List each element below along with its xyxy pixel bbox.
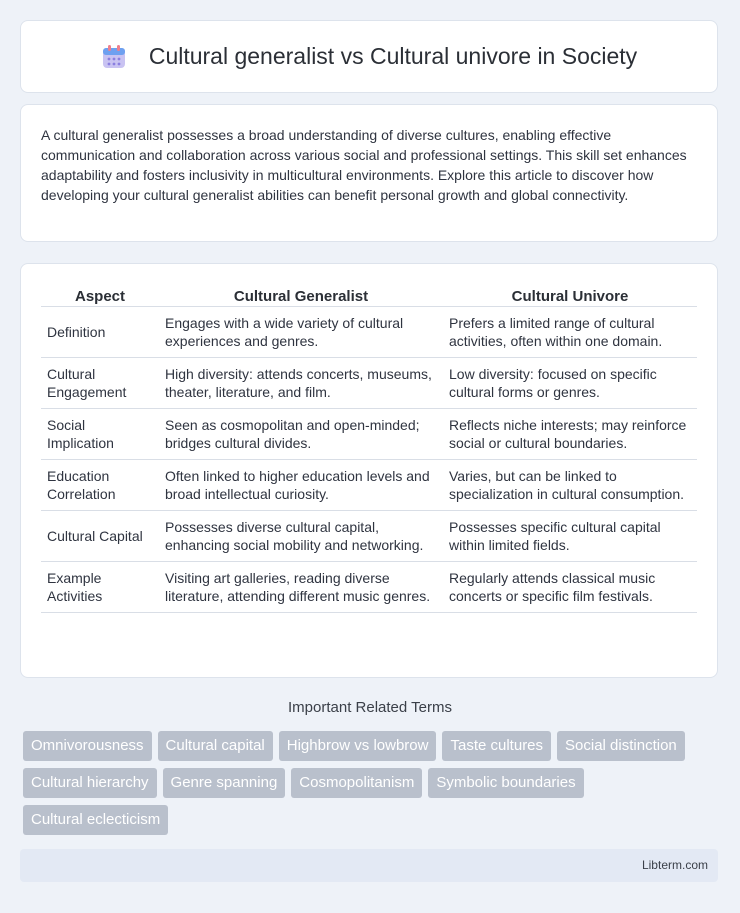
cell-aspect: Education Correlation [41,460,159,511]
cell-aspect: Cultural Capital [41,511,159,562]
cell-generalist: Possesses diverse cultural capital, enhancing social mobility and networking. [159,511,443,562]
calendar-icon [101,44,127,70]
tag-cultural-capital[interactable]: Cultural capital [158,731,273,761]
cell-aspect: Cultural Engagement [41,358,159,409]
tag-cultural-eclecticism[interactable]: Cultural eclecticism [23,805,168,835]
tag-omnivorousness[interactable]: Omnivorousness [23,731,152,761]
cell-univore: Varies, but can be linked to specialization in cultural consumption. [443,460,697,511]
table-row [41,511,697,562]
tag-cosmopolitanism[interactable]: Cosmopolitanism [291,768,422,798]
comparison-card [20,263,718,678]
comparison-table [41,286,697,613]
tag-genre-spanning[interactable]: Genre spanning [163,768,286,798]
header-aspect: Aspect [41,286,159,307]
cell-aspect: Example Activities [41,562,159,613]
cell-generalist: High diversity: attends concerts, museums, theater, literature, and film. [159,358,443,409]
cell-generalist: Visiting art galleries, reading diverse literature, attending different music genres. [159,562,443,613]
cell-generalist: Seen as cosmopolitan and open-minded; bridges cultural divides. [159,409,443,460]
tag-symbolic-boundaries[interactable]: Symbolic boundaries [428,768,583,798]
title-card [20,20,718,93]
cell-univore: Possesses specific cultural capital within limited fields. [443,511,697,562]
related-terms-list [23,731,723,835]
table-header-row [41,286,697,307]
page-title: Cultural generalist vs Cultural univore in Society [148,43,638,69]
tag-social-distinction[interactable]: Social distinction [557,731,685,761]
cell-generalist: Engages with a wide variety of cultural experiences and genres. [159,307,443,358]
footer-brand[interactable]: Libterm.com [641,858,708,872]
tag-taste-cultures[interactable]: Taste cultures [442,731,551,761]
intro-card [20,104,718,242]
related-terms-title: Important Related Terms [288,699,452,716]
table-row [41,562,697,613]
cell-generalist: Often linked to higher education levels and broad intellectual curiosity. [159,460,443,511]
cell-univore: Low diversity: focused on specific cultural forms or genres. [443,358,697,409]
header-univore: Cultural Univore [443,286,697,307]
table-row [41,460,697,511]
tag-highbrow-vs-lowbrow[interactable]: Highbrow vs lowbrow [279,731,437,761]
cell-univore: Reflects niche interests; may reinforce social or cultural boundaries. [443,409,697,460]
cell-univore: Regularly attends classical music concerts or specific film festivals. [443,562,697,613]
intro-text: A cultural generalist possesses a broad understanding of diverse cultures, enabling effective communication and collaboration across various social and professional settings. This skill set enhances adaptability and fosters inclusivity in multicultural environments. Explore this article to discover how developing your cultural generalist abilities can benefit personal growth and global connectivity. [41,127,687,203]
header-generalist: Cultural Generalist [159,286,443,307]
table-row [41,409,697,460]
cell-aspect: Social Implication [41,409,159,460]
table-row [41,307,697,358]
footer [20,849,718,882]
tag-cultural-hierarchy[interactable]: Cultural hierarchy [23,768,157,798]
cell-aspect: Definition [41,307,159,358]
cell-univore: Prefers a limited range of cultural activities, often within one domain. [443,307,697,358]
table-row [41,358,697,409]
